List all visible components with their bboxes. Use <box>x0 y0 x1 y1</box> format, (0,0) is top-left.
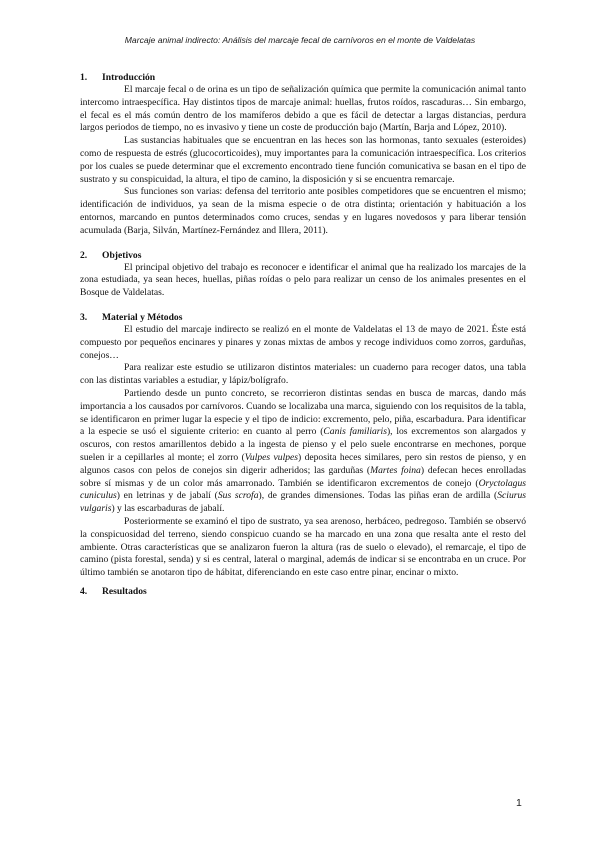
text-run: ), los excrementos son alargados y oscuros, con restos amarillentos debido a la ingesta de pienso y el pelo suele encontrarse en mechones, porque suelen ir a cepillarles al monte; el zorro ( <box>80 426 526 463</box>
paragraph: El marcaje fecal o de orina es un tipo de señalización química que permite la comunicación animal tanto intercomo intraespecífica. Hay distintos tipos de marcaje animal: huellas, frutos roídos, rascaduras… Sin embargo, el fecal es el más común dentro de los mamíferos debido a que es fácil de detectar a largas distancias, perdura largos periodos de tiempo, no es invasivo y tiene un coste de producción bajo (Martín, Barja and López, 2010). <box>80 84 526 134</box>
species-name: Martes foina <box>370 464 421 476</box>
paragraph: El principal objetivo del trabajo es reconocer e identificar el animal que ha realizado los marcajes de la zona estudiada, ya sean heces, huellas, piñas roídas o pelo para realizar un censo de los animales presentes en el Bosque de Valdelatas. <box>80 261 526 299</box>
text-run: Partiendo desde un punto concreto, se recorrieron distintas sendas en busca de marcas, dando más importancia a los causados por carnívoros. Cuando se localizaba una marca, siguiendo con los requisitos de la tabla, se identificaron en primer lugar la especie y el tipo de indicio: excremento, pelo, piña, escarbadura. Para identificar a la especie se usó el siguiente criterio: en cuanto al perro ( <box>80 387 526 438</box>
section-heading <box>80 312 526 324</box>
text-run: ) deposita heces similares, pero sin restos de pienso, y en algunos casos con pelos de conejos sin digerir adheridos; las garduñas ( <box>80 451 526 476</box>
paragraph: Para realizar este estudio se utilizaron distintos materiales: un cuaderno para recoger datos, una tabla con las distintas variables a estudiar, y lápiz/bolígrafo. <box>80 362 526 387</box>
paragraph: Posteriormente se examinó el tipo de sustrato, ya sea arenoso, herbáceo, pedregoso. También se observó la conspicuosidad del terreno, siendo conspicuo cuando se ha marcado en una zona que resalta ante el resto del ambiente. Otras características que se analizaron fueron la altura (ras de suelo o elevado), el remarcaje, el tipo de camino (pista forestal, senda) y si es central, lateral o marginal, además de indicar si se encontraba en un cruce. Por último también se anotaron tipo de hábitat, diferenciando en este caso entre pinar, encinar o mixto. <box>80 515 526 579</box>
paragraph: Las sustancias habituales que se encuentran en las heces son las hormonas, tanto sexuales (esteroides) como de respuesta de estrés (glucocorticoides), muy importantes para la comunicación intraespecífica. Los criterios por los cuales se puede determinar que el excremento encontrado tiene función comunicativa se basan en el tipo de sustrato y su conspicuidad, la altura, el tipo de camino, la disposición y si se encuentra remarcaje. <box>80 135 526 185</box>
section-title: Resultados <box>102 585 147 597</box>
species-name: Oryctolagus cuniculus <box>80 477 526 502</box>
document-body <box>80 72 526 598</box>
section-number: 4. <box>80 585 88 597</box>
section-methods <box>80 312 526 580</box>
paragraph: Sus funciones son varias: defensa del territorio ante posibles competidores que se encuentren el mismo; identificación de individuos, ya sean de la misma especie o de otra distinta; orientación y habituación a los entornos, marcando en puntos determinados como cruces, sendas y en lugares novedosos y para liberar tensión acumulada (Barja, Silván, Martínez-Fernández and Illera, 2011). <box>80 186 526 236</box>
species-name: Vulpes vulpes <box>244 451 299 463</box>
text-run: ), de grandes dimensiones. Todas las piñas eran de ardilla ( <box>258 490 498 502</box>
section-introduction <box>80 72 526 238</box>
section-heading <box>80 250 526 262</box>
section-title: Objetivos <box>102 249 142 261</box>
species-name: Canis familiaris <box>323 426 387 438</box>
paragraph-species <box>80 388 526 516</box>
section-objectives <box>80 250 526 300</box>
paragraph: El estudio del marcaje indirecto se realizó en el monte de Valdelatas el 13 de mayo de 2021. Éste está compuesto por pequeños encinares y pinares y zonas mixtas de ambos y recoge individuos como zorros, garduñas, conejos… <box>80 323 526 361</box>
section-results <box>80 586 526 598</box>
section-title: Introducción <box>102 72 156 83</box>
text-run: ) y las escarbaduras de jabalí. <box>111 503 225 515</box>
page-number: 1 <box>516 797 522 809</box>
section-number: 3. <box>80 311 88 323</box>
section-title: Material y Métodos <box>102 311 183 323</box>
section-number: 1. <box>80 72 88 83</box>
section-heading <box>80 72 526 84</box>
text-run: ) defecan heces enrolladas sobre sí mismas y de un color más amarronado. También se identificaron excrementos de conejo ( <box>80 464 526 489</box>
species-name: Sus scrofa <box>217 490 259 502</box>
section-number: 2. <box>80 249 88 261</box>
species-name: Sciurus vulgaris <box>80 490 526 515</box>
section-heading <box>80 586 526 598</box>
text-run: ) en letrinas y de jabalí ( <box>116 490 218 502</box>
page-header: Marcaje animal indirecto: Análisis del marcaje fecal de carnívoros en el monte de Valdelatas <box>124 35 476 45</box>
